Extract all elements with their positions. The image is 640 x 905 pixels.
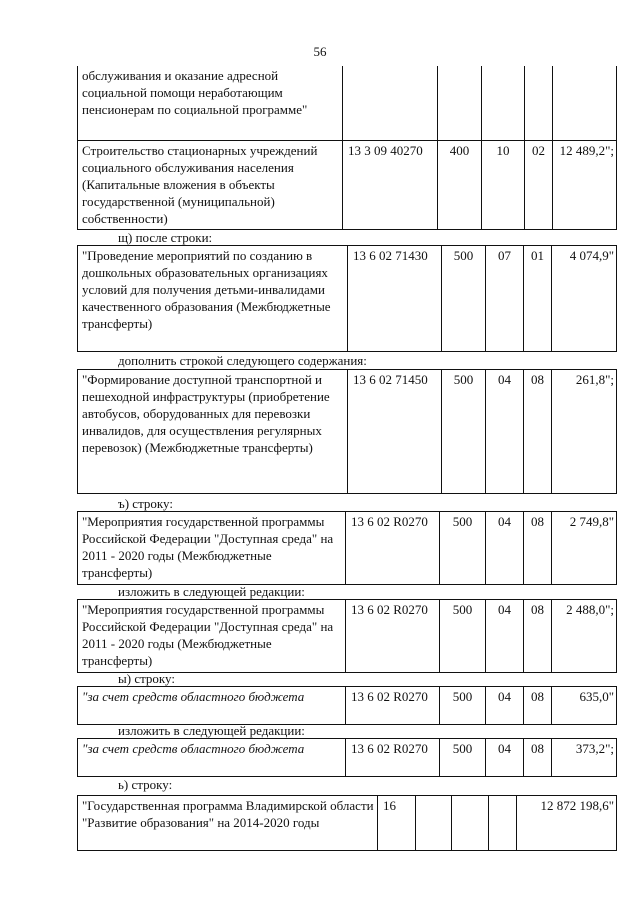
row-target-code: 13 6 02 R0270 [346,739,440,777]
table-row [78,600,617,673]
row-name: "Мероприятия государственной программы Российской Федерации "Доступная среда" на 2011 - 2020 годы (Межбюджетные трансферты) [78,600,346,673]
row-name: "за счет средств областного бюджета [78,739,346,777]
row-name: Строительство стационарных учреждений социального обслуживания населения (Капитальные вложения в объекты государственной (муниципальной) собственности) [78,140,343,229]
row-subsection: 08 [524,600,552,673]
table-row [78,739,617,777]
row-expense-type: 500 [440,512,486,585]
row-amount: 261,8"; [552,370,617,494]
row-target-code: 13 3 09 40270 [343,140,438,229]
budget-table-new-row-1 [77,599,617,673]
table-row [78,687,617,725]
instruction-restate-1: изложить в следующей редакции: [118,584,305,599]
row-name: "Мероприятия государственной программы Российской Федерации "Доступная среда" на 2011 - 2020 годы (Межбюджетные трансферты) [78,512,346,585]
table-row [78,370,617,494]
budget-table-continuation [77,66,617,230]
budget-table-old-row-1 [77,511,617,585]
page-number: 56 [313,44,327,59]
row-target-code: 16 [378,796,416,851]
row-subsection: 08 [524,512,552,585]
budget-table-old-row-2 [77,686,617,725]
table-row [78,246,617,352]
instruction-row-hard-sign: ъ) строку: [118,496,173,511]
budget-table-after-row [77,245,617,352]
row-section: 04 [486,739,524,777]
budget-table-new-row-2 [77,738,617,777]
row-name: "Проведение мероприятий по созданию в дошкольных образовательных организациях условий для получения детьми-инвалидами качественного образования (Межбюджетные трансферты) [78,246,348,352]
row-expense-type: 500 [440,739,486,777]
row-expense-type: 500 [440,600,486,673]
row-name: "за счет средств областного бюджета [78,687,346,725]
row-amount: 4 074,9" [552,246,617,352]
row-target-code: 13 6 02 71450 [348,370,442,494]
instruction-row-soft-sign: ь) строку: [118,777,173,792]
instruction-restate-2: изложить в следующей редакции: [118,723,305,738]
row-expense-type [438,66,482,140]
row-section: 10 [482,140,525,229]
row-subsection: 08 [524,370,552,494]
row-expense-type: 400 [438,140,482,229]
row-amount: 635,0" [552,687,617,725]
row-amount [553,66,617,140]
table-row [78,512,617,585]
table-row [78,796,617,851]
row-expense-type: 500 [442,370,486,494]
budget-table-added-row [77,369,617,494]
instruction-row-yery: ы) строку: [118,671,175,686]
row-subsection: 08 [524,687,552,725]
row-name: обслуживания и оказание адресной социальной помощи неработающим пенсионерам по социальной программе" [78,66,343,140]
row-section [482,66,525,140]
row-target-code: 13 6 02 R0270 [346,600,440,673]
row-name: "Государственная программа Владимирской области "Развитие образования" на 2014-2020 годы [78,796,378,851]
instruction-add-row: дополнить строкой следующего содержания: [118,353,367,368]
row-name: "Формирование доступной транспортной и пешеходной инфраструктуры (приобретение автобусов, оборудованных для перевозки инвалидов, для осуществления регулярных перевозок) (Межбюджетные трансферты) [78,370,348,494]
row-subsection: 01 [524,246,552,352]
row-expense-type: 500 [440,687,486,725]
row-target-code: 13 6 02 R0270 [346,512,440,585]
row-amount: 12 872 198,6" [517,796,617,851]
row-subsection [489,796,517,851]
row-target-code: 13 6 02 R0270 [346,687,440,725]
table-row [78,66,617,140]
row-subsection: 02 [525,140,553,229]
row-expense-type [416,796,452,851]
table-row [78,140,617,229]
budget-table-program-row [77,795,617,851]
row-section: 04 [486,600,524,673]
row-section: 07 [486,246,524,352]
row-expense-type: 500 [442,246,486,352]
row-section [452,796,489,851]
row-section: 04 [486,512,524,585]
instruction-after-row: щ) после строки: [118,230,213,245]
row-section: 04 [486,687,524,725]
row-amount: 373,2"; [552,739,617,777]
row-amount: 12 489,2"; [553,140,617,229]
row-target-code [343,66,438,140]
row-target-code: 13 6 02 71430 [348,246,442,352]
row-amount: 2 749,8" [552,512,617,585]
row-section: 04 [486,370,524,494]
row-subsection [525,66,553,140]
row-amount: 2 488,0"; [552,600,617,673]
row-subsection: 08 [524,739,552,777]
